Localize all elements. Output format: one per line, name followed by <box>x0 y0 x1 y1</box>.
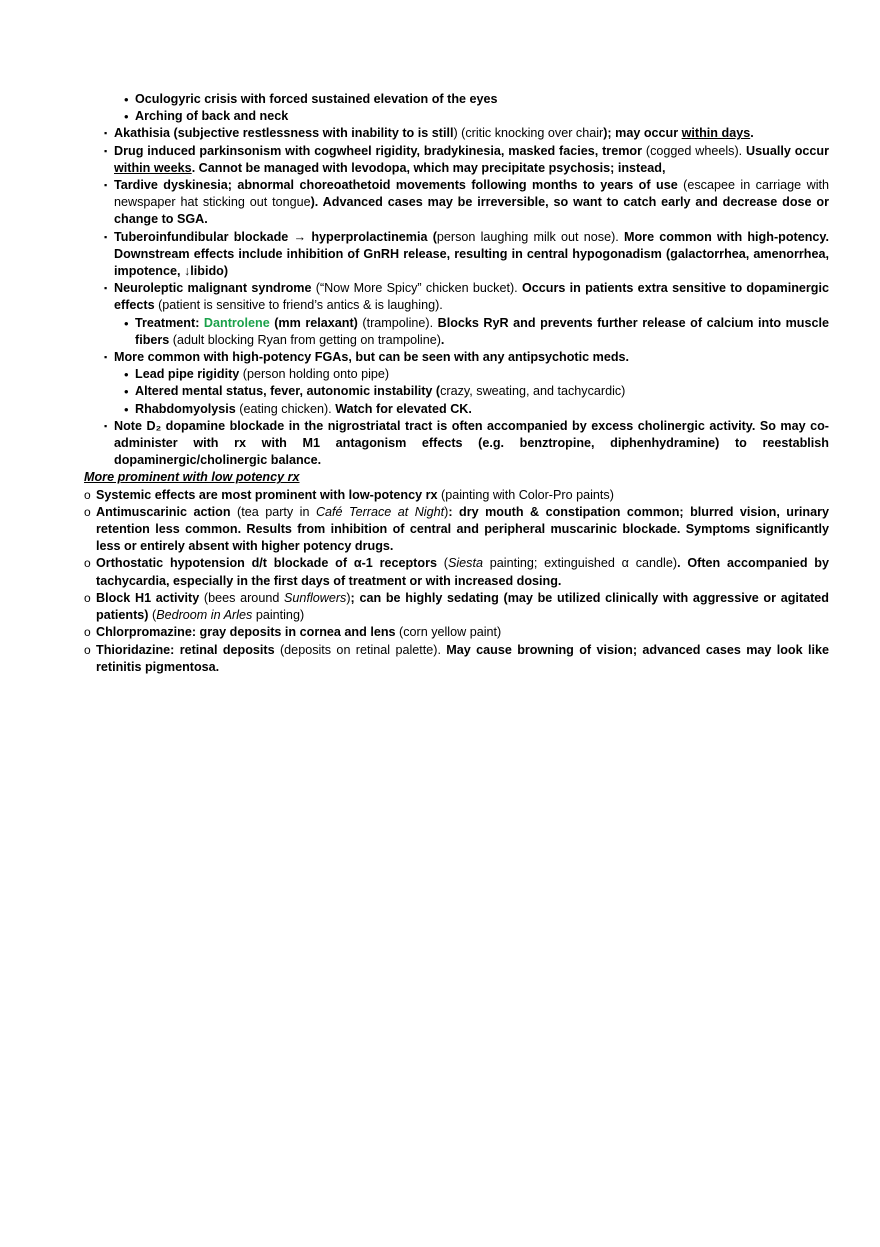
bullet-dot: • <box>124 109 129 125</box>
list-item-tardive-dyskinesia: ▪ Tardive dyskinesia; abnormal choreoathetoid movements following months to years of use (escapee in carriage with newspaper hat sticking out tongue). Advanced cases may be irreversible, so want to catch early and decrease dose or change to SGA. <box>104 178 829 227</box>
list-item-rhabdomyolysis: • Rhabdomyolysis (eating chicken). Watch for elevated CK. <box>124 401 472 417</box>
list-item-antimuscarinic: o Antimuscarinic action (tea party in Café Terrace at Night): dry mouth & constipation common; blurred vision, urinary retention less common. Results from inhibition of central and peripheral muscarinic blockade. Symptoms significantly less or entirely absent with higher potency drugs. <box>84 504 829 554</box>
notes-body <box>84 91 829 676</box>
bullet-dot: • <box>124 315 129 331</box>
drug-name-highlight: Dantrolene <box>203 315 270 330</box>
list-item-treatment: • Treatment: Dantrolene (mm relaxant) (trampoline). Blocks RyR and prevents further release of calcium into muscle fibers (adult blocking Ryan from getting on trampoline). <box>124 315 830 347</box>
bullet-square: ▪ <box>104 352 108 363</box>
list-item-systemic: o Systemic effects are most prominent with low-potency rx (painting with Color-Pro paints) <box>84 487 829 504</box>
list-item-tuberoinfundibular: ▪ Tuberoinfundibular blockade → hyperprolactinemia (person laughing milk out nose). More common with high-potency. Downstream effects include inhibition of GnRH release, resulting in central hypogonadism (galactorrhea, amenorrhea, impotence, ↓libido) <box>104 229 829 279</box>
list-item-lead-pipe: • Lead pipe rigidity (person holding onto pipe) <box>124 367 390 383</box>
bullet-circle: o <box>84 625 91 640</box>
list-item-chlorpromazine: o Chlorpromazine: gray deposits in cornea and lens (corn yellow paint) <box>84 624 829 641</box>
list-item-arching: • Arching of back and neck <box>124 109 289 125</box>
section-heading: More prominent with low potency rx <box>84 470 300 485</box>
list-item-orthostatic: o Orthostatic hypotension d/t blockade of α-1 receptors (Siesta painting; extinguished α candle). Often accompanied by tachycardia, especially in the first days of treatment or with increased dosing. <box>84 556 829 588</box>
bullet-square: ▪ <box>104 145 108 156</box>
bullet-square: ▪ <box>104 180 108 191</box>
list-item-oculogyric: • Oculogyric crisis with forced sustained elevation of the eyes <box>124 92 498 107</box>
bullet-square: ▪ <box>104 420 108 431</box>
bullet-dot: • <box>124 401 129 417</box>
bullet-dot: • <box>124 384 129 400</box>
bullet-circle: o <box>84 556 91 571</box>
bullet-dot: • <box>124 367 129 383</box>
bullet-circle: o <box>84 504 91 519</box>
bullet-square: ▪ <box>104 283 108 294</box>
bullet-square: ▪ <box>104 231 108 242</box>
list-item-altered-mental: • Altered mental status, fever, autonomic instability (crazy, sweating, and tachycardic) <box>124 384 626 400</box>
bullet-circle: o <box>84 487 91 502</box>
list-item-parkinsonism: ▪ Drug induced parkinsonism with cogwheel rigidity, bradykinesia, masked facies, tremor (cogged wheels). Usually occur within weeks. Cannot be managed with levodopa, which may precipitate psychosis; instead, <box>104 143 830 175</box>
list-item-thioridazine: o Thioridazine: retinal deposits (deposits on retinal palette). May cause browning of vision; advanced cases may look like retinitis pigmentosa. <box>84 642 829 674</box>
list-item-nms: ▪ Neuroleptic malignant syndrome (“Now More Spicy” chicken bucket). Occurs in patients extra sensitive to dopaminergic effects (patient is sensitive to friend’s antics & is laughing). <box>104 281 829 313</box>
list-item-more-common: ▪ More common with high-potency FGAs, but can be seen with any antipsychotic meds. <box>84 349 829 366</box>
list-item-akathisia: ▪ Akathisia (subjective restlessness with inability to is still) (critic knocking over chair); may occur within days. <box>84 125 829 142</box>
bullet-circle: o <box>84 590 91 605</box>
list-item-note-d2: ▪ Note D₂ dopamine blockade in the nigrostriatal tract is often accompanied by excess cholinergic activity. So may co-administer with rx with M1 antagonism effects (e.g. benztropine, diphenhydramine) to reestablish dopaminergic/cholinergic balance. <box>104 418 829 468</box>
bullet-circle: o <box>84 642 91 657</box>
bullet-square: ▪ <box>104 128 108 139</box>
bullet-dot: • <box>124 92 129 107</box>
list-item-h1-block: o Block H1 activity (bees around Sunflowers); can be highly sedating (may be utilized clinically with aggressive or agitated patients) (Bedroom in Arles painting) <box>84 590 829 623</box>
